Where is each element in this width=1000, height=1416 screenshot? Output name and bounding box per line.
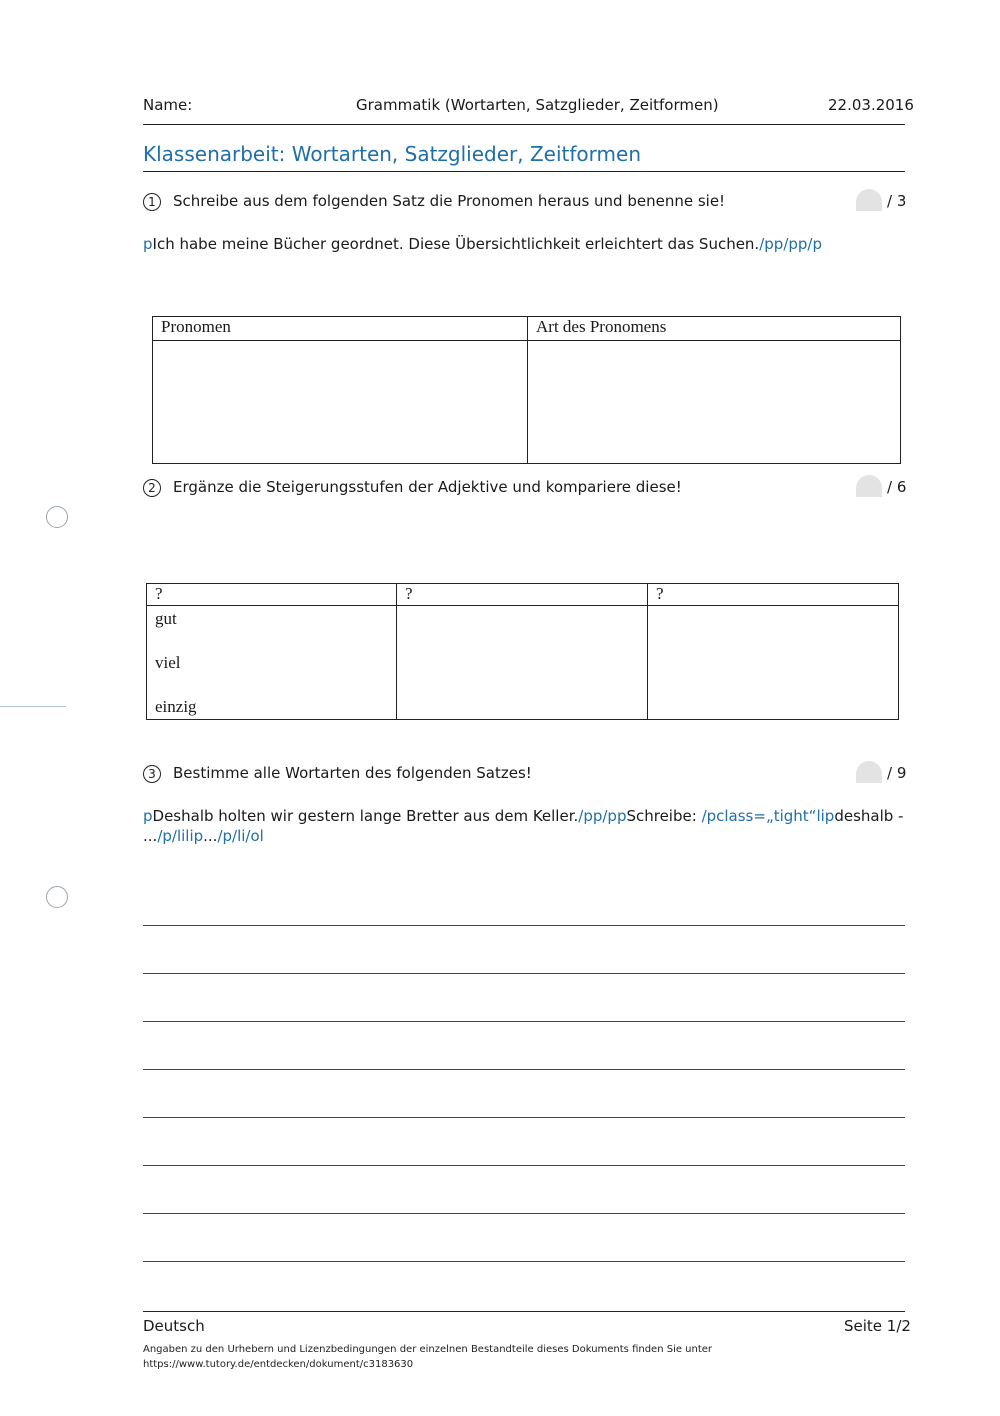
table-header-degree-2: ? <box>397 584 648 606</box>
markup-artifact: p <box>143 807 153 825</box>
name-label: Name: <box>143 96 193 114</box>
answer-cell-superlative[interactable] <box>648 606 899 720</box>
markup-artifact: /p/li/ol <box>217 827 264 845</box>
footer-subject: Deutsch <box>143 1317 205 1335</box>
title-rule <box>143 171 905 172</box>
punch-hole-mark-bottom <box>46 886 68 908</box>
writing-line[interactable] <box>143 1165 905 1166</box>
writing-line[interactable] <box>143 1213 905 1214</box>
answer-cell-art[interactable] <box>528 341 901 464</box>
example-text: deshalb - <box>834 807 904 825</box>
sentence-text: Ich habe meine Bücher geordnet. Diese Übersichtlichkeit erleichtert das Suchen. <box>152 235 760 253</box>
writing-line[interactable] <box>143 1021 905 1022</box>
footer-rule <box>143 1311 905 1312</box>
answer-cell-comparative[interactable] <box>397 606 648 720</box>
comparison-table <box>146 583 899 720</box>
markup-artifact: p <box>143 235 153 253</box>
score-field-task-2[interactable] <box>856 475 882 497</box>
adjective-list-cell <box>147 606 397 720</box>
markup-artifact: /pp/pp/p <box>759 235 822 253</box>
writing-line[interactable] <box>143 1069 905 1070</box>
score-total-task-1: / 3 <box>887 192 907 210</box>
punch-hole-mark-top <box>46 506 68 528</box>
markup-artifact: /pp/pp <box>578 807 627 825</box>
adjective-einzig: einzig <box>155 697 197 716</box>
markup-artifact: /pclass=„tight“lip <box>701 807 835 825</box>
sentence-text: Deshalb holten wir gestern lange Bretter aus dem Keller. <box>152 807 579 825</box>
footer-page-number: Seite 1/2 <box>844 1317 911 1335</box>
table-header-art-des-pronomens: Art des Pronomens <box>528 317 901 341</box>
answer-cell-pronomen[interactable] <box>153 341 528 464</box>
task-1-sentence <box>143 235 822 253</box>
worksheet-date: 22.03.2016 <box>828 96 914 114</box>
worksheet-subject-line: Grammatik (Wortarten, Satzglieder, Zeitformen) <box>356 96 719 114</box>
task-number-badge: 1 <box>143 193 161 211</box>
table-header-degree-3: ? <box>648 584 899 606</box>
task-2-instruction: Ergänze die Steigerungsstufen der Adjektive und kompariere diese! <box>173 478 682 496</box>
ellipsis-text: ... <box>203 827 218 845</box>
writing-line[interactable] <box>143 973 905 974</box>
task-1-instruction: Schreibe aus dem folgenden Satz die Pronomen heraus und benenne sie! <box>173 192 726 210</box>
markup-artifact: /p/lilip <box>157 827 204 845</box>
adjective-viel: viel <box>155 653 181 672</box>
writing-line[interactable] <box>143 925 905 926</box>
task-3-sentence-line-1 <box>143 807 903 825</box>
score-field-task-1[interactable] <box>856 189 882 211</box>
header-rule <box>143 124 905 125</box>
task-3-instruction: Bestimme alle Wortarten des folgenden Satzes! <box>173 764 532 782</box>
task-number-badge: 2 <box>143 479 161 497</box>
score-field-task-3[interactable] <box>856 761 882 783</box>
score-total-task-2: / 6 <box>887 478 907 496</box>
page-title: Klassenarbeit: Wortarten, Satzglieder, Zeitformen <box>143 142 641 166</box>
writing-line[interactable] <box>143 1261 905 1262</box>
pronoun-table <box>152 316 901 464</box>
instruction-text: Schreibe: <box>626 807 702 825</box>
footer-credits-url[interactable]: https://www.tutory.de/entdecken/dokument/c3183630 <box>143 1359 414 1370</box>
writing-line[interactable] <box>143 1117 905 1118</box>
adjective-gut: gut <box>155 609 177 628</box>
footer-credits: Angaben zu den Urhebern und Lizenzbedingungen der einzelnen Bestandteile dieses Dokuments finden Sie unter <box>143 1344 713 1355</box>
table-header-degree-1: ? <box>147 584 397 606</box>
ellipsis-text: ... <box>143 827 158 845</box>
task-3-sentence-line-2 <box>143 827 264 845</box>
fold-mark-line <box>0 706 66 707</box>
score-total-task-3: / 9 <box>887 764 907 782</box>
task-number-badge: 3 <box>143 765 161 783</box>
table-header-pronomen: Pronomen <box>153 317 528 341</box>
